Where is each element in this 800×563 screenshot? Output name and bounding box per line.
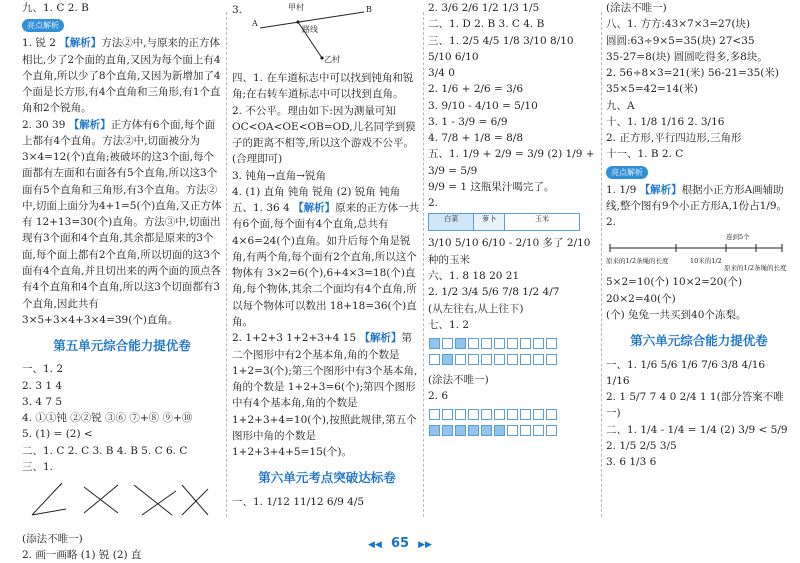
answer-line: 二、1. 1/4 - 1/4 = 1/4 (2) 3/9 < 5/9 [606,423,788,436]
answer-line: 三、1. [22,461,54,474]
answer-line: 2. 3/6 2/6 1/2 1/3 1/5 [428,2,540,14]
section-title: 第六单元综合能力提优卷 [630,333,768,349]
analysis-paragraph: 1. 1/9 【解析】根据小正方形A画辅助线,整个图有9个小正方形A,1份占1/9。 [606,183,788,212]
answer-line: 一、1. 2 [22,363,64,376]
note: (涂法不唯一) [428,373,489,386]
label-point-a: A [252,19,258,28]
answer-line: 2. [606,216,617,229]
column-1 [22,0,222,561]
column-4 [606,0,792,530]
answer-line: 5. (1) = (2) < [22,428,93,441]
answer-line: 六、1. 8 18 20 21 [428,269,520,282]
analysis-paragraph: 1. 锐 2 【解析】方法②中,与原来的正方体相比,少了2个面的直角,又因为每个面上有4个直角,所以少了8个直角,又因为新增加了4个面是长方形,有4个直角和三角形,有1个直角和2个锐角。 [22,37,221,115]
answer-line: 2. 1 5/7 7 4 0 2/4 1 1(部分答案不唯一) [606,391,784,420]
diagram-label: 原来的1/2条绳的长度 [606,257,669,266]
diagram-label: 连到5个 [726,233,750,242]
analysis-paragraph: 五、1. 36 4 【解析】原来的正方体一共有6个面,每个面有4个直角,总共有4×6=24(个)直角。如升后每个角是锐角,有两个角,每个面有2个直角,所以这个物体有 3×2=6(个),6+4×3=18(个)直角,每个物体,其余二个面均有4个直角,所以每个物体可以数出 18+18=36(个)直角。 [232,202,420,328]
answer-line: 3. 1 - 3/9 = 6/9 [428,115,508,128]
answer-line: 2. 画一画略 (1) 锐 (2) 直 [22,548,142,561]
route-figure [232,2,422,66]
answer-line: 35-27=8(块) 圆圆吃得多,多8块。 [606,50,768,63]
answer-line: 3. 6 1/3 6 [606,456,657,469]
answer-line: (个) 兔兔一共买到40个冻梨。 [606,308,747,321]
answer-line: 2. 不公平。理由如下:因为测量可知 OC<OA<OE<OB=OD,儿名同学到獏子的距离不相等,所以这个游戏不公平。(合理即可) [232,104,416,166]
answer-line: 3. 钝角→直角→锐角 [232,169,326,182]
fraction: 4/5 [347,495,365,508]
answer-line: 9/9 = 1 这瓶果汁喝完了。 [428,180,555,193]
answer-line: 3. 4 7 5 [22,395,63,408]
answer-line: 2. 1/5 2/5 3/5 [606,439,677,452]
highlight-badge: 亮点解析 [22,19,64,32]
prev-arrow-icon: ◀◀ [368,540,382,550]
answer-line: 四、1. 在车道标志中可以找到钝角和锐角;在右转车道标志中可以找到直角。 [232,72,414,101]
answer-line: 3/10 5/10 6/10 - 2/10 多了 2/10 种的玉米 [428,237,591,266]
next-arrow-icon: ▶▶ [418,540,432,550]
label-route: 路线 [302,25,318,34]
answer-line: 七、1. 2 [428,318,470,331]
label-village-a: 甲村 [288,3,304,12]
answer-line: 35×5=42=14(米) [606,83,698,96]
note: (从左往右,从上往下) [428,302,524,315]
diagram-label: 原来的1/2条绳的长度 [724,264,787,273]
label-point-b: B [366,5,372,14]
analysis-paragraph: 2. 1+2+3 1+2+3+4 15 【解析】第二个图形中有2个基本角,角的个数是 1+2=3(个);第三个图形中有3个基本角,角的个数是 1+2+3=6(个);第四个图形中有4个基本角,角的个数是 1+2+3+4=10(个),按照此规律,第五个图形中角的个数是 1+2+3+4+5=15(个)。 [232,332,418,459]
highlight-badge: 亮点解析 [606,166,648,179]
answer-line: 二、1. C 2. C 3. B 4. B 5. C 6. C [22,444,188,457]
fraction: 11/12 [293,495,324,508]
analysis-paragraph: 2. 30 39 【解析】正方体有6个面,每个面上都有4个直角。方法②中,切面被分为3×4=12(个)直角;被破坏的这3个面,每个面都有左面和右面各有5个直角,所以这3个面有5个直角和三角形,有3个直角。方法②中,切面上面分为4+1=5(个)直角,又正方体有 12+13=30(个)直角。方法③中,切面出现有3个面和4个直角,其余都是原来的3个面,每个面上都有2个直角,所以切面的这3个面有4个直角,并且切出来的两个面的顶点各有4个直角和4个直角,所以这3个切面都有3个直角,因此共有 3×5+3×4+3×4=39(个)直角。 [22,118,222,326]
answer-line: 2. 6 [428,389,449,402]
answer-line: 2. 1/6 + 2/6 = 3/6 [428,83,523,96]
answer-line: 九、1. C 2. B [22,2,89,14]
bar-label-radish: 萝卜 [474,214,505,230]
answer-line: 一、1. 1/12 11/12 6/9 4/5 [232,495,365,508]
shaded-grid-figure [428,335,598,368]
section-title: 第五单元综合能力提优卷 [53,338,191,354]
answer-line: 4. 7/8 + 1/8 = 8/8 [428,132,523,145]
answer-line: 五、1. 1/9 + 2/9 = 3/9 (2) 1/9 + 3/9 = 5/9 [428,148,595,177]
column-2 [232,0,422,530]
section-title: 第六单元考点突破达标卷 [258,470,396,486]
answer-line: 4. (1) 直角 钝角 锐角 (2) 锐角 钝角 [232,185,401,198]
answer-line: 2. 56÷8×3=21(米) 56-21=35(米) [606,67,779,80]
page-footer [0,532,800,551]
answer-line: 2. [428,197,439,210]
answer-line: 十、1. 1/8 1/16 2. 3/16 [606,115,725,128]
answer-line: 3. 9/10 - 4/10 = 5/10 [428,99,538,112]
answer-line: 十一、1. B 2. C [606,148,684,161]
answer-line: 2. 正方形,平行四边形,三角形 [606,132,742,145]
answer-line: 3/4 0 [428,67,455,80]
angle-drawings-figure [22,477,212,521]
answer-line: 一、1. 1/6 5/6 1/6 7/6 3/8 4/16 1/16 [606,358,766,387]
answer-line: 三、1. 2/5 4/5 1/8 3/10 8/10 5/10 6/10 [428,34,574,63]
bar-label-cabbage: 白菜 [429,214,474,230]
vegetable-bar-figure [428,213,580,231]
answer-line: 5×2=10(个) 10×2=20(个) 20×2=40(个) [606,276,743,305]
column-3 [428,0,598,530]
bar-label-corn: 玉米 [535,215,549,224]
answer-line: 4. ①①钝 ②②锐 ③⑥ ⑦+⑧ ⑨+⑩ [22,412,193,425]
fraction: 6/9 [326,495,344,508]
figure-number: 3. [232,4,243,16]
note: (添法不唯一) [22,532,83,545]
label-village-b: 乙村 [324,55,340,64]
answer-line: 圆圆:63÷9×5=35(块) 27<35 [606,34,755,47]
diagram-label: 10米的1/2 [690,257,722,266]
page-number: 65 [390,536,410,551]
fraction: 1/12 [266,495,290,508]
answer-line: 二、1. D 2. B 3. C 4. B [428,18,545,31]
shaded-grid-figure-2 [428,406,598,439]
answer-line: 2. 3 1 4 [22,379,63,392]
note: (涂法不唯一) [606,2,667,14]
rope-diagram [606,232,792,273]
answer-line: 八、1. 方方:43×7×3=27(块) [606,18,751,31]
answer-line: 九、A [606,99,635,112]
answer-line: 2. 1/2 3/4 5/6 7/8 1/2 4/7 [428,286,560,299]
